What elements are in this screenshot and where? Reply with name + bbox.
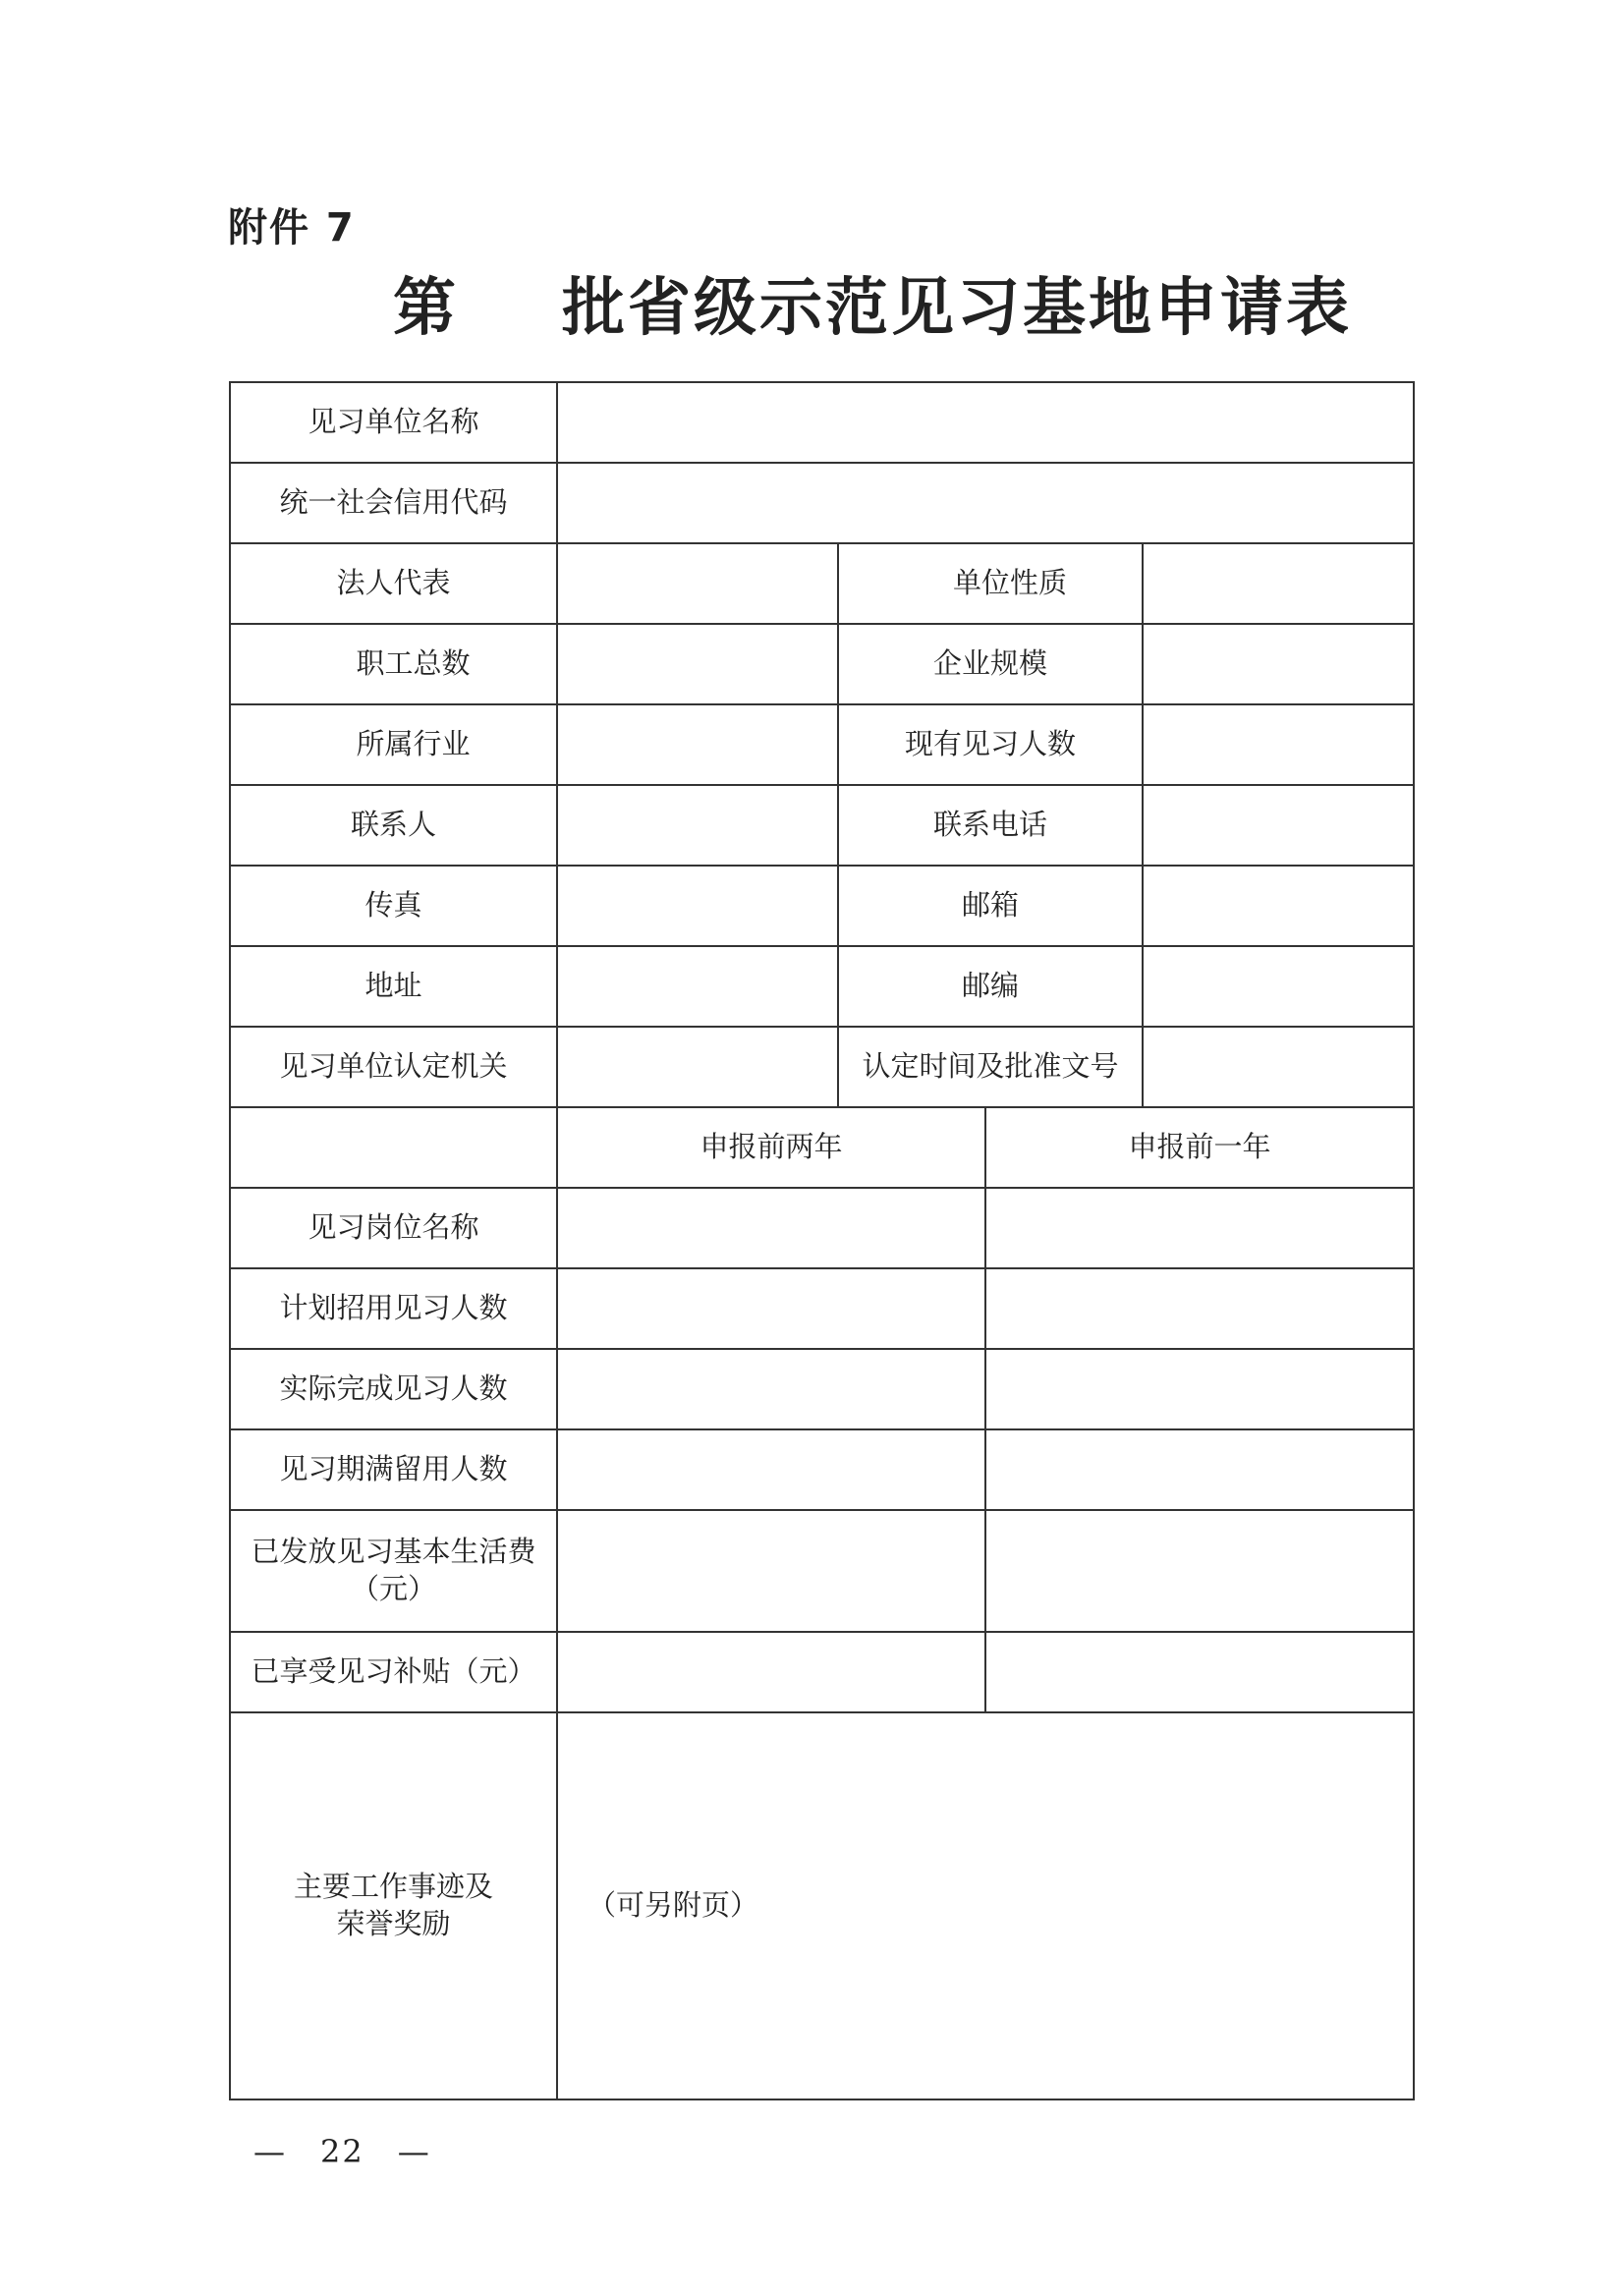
input-phone[interactable] bbox=[1143, 785, 1414, 866]
input-planned-recruits-year-2[interactable] bbox=[557, 1268, 985, 1349]
label-achievements-line2: 荣誉奖励 bbox=[336, 1907, 451, 1940]
table-row bbox=[230, 624, 1414, 704]
input-fax[interactable] bbox=[557, 866, 838, 946]
table-row bbox=[230, 543, 1414, 624]
table-row bbox=[230, 785, 1414, 866]
label-contact: 联系人 bbox=[230, 785, 557, 866]
label-enterprise-scale: 企业规模 bbox=[838, 624, 1143, 704]
label-achievements-line1: 主要工作事迹及 bbox=[293, 1870, 493, 1904]
input-retained-year-2[interactable] bbox=[557, 1429, 985, 1510]
attachment-label: 附件 7 bbox=[228, 205, 356, 251]
label-credit-code: 统一社会信用代码 bbox=[230, 463, 557, 543]
input-legal-rep[interactable] bbox=[557, 543, 838, 624]
input-planned-recruits-year-1[interactable] bbox=[985, 1268, 1414, 1349]
input-industry[interactable] bbox=[557, 704, 838, 785]
label-postcode: 邮编 bbox=[838, 946, 1143, 1027]
label-unit-nature: 单位性质 bbox=[838, 543, 1143, 624]
label-fax: 传真 bbox=[230, 866, 557, 946]
label-recognition-authority: 见习单位认定机关 bbox=[230, 1027, 557, 1107]
title-prefix: 第 bbox=[393, 272, 459, 345]
header-empty-cell bbox=[230, 1107, 557, 1188]
label-current-interns: 现有见习人数 bbox=[838, 704, 1143, 785]
table-row bbox=[230, 1632, 1414, 1712]
table-row bbox=[230, 1510, 1414, 1632]
label-planned-recruits: 计划招用见习人数 bbox=[230, 1268, 557, 1349]
input-achievements[interactable] bbox=[557, 1712, 1414, 2099]
input-subsidy-year-1[interactable] bbox=[985, 1632, 1414, 1712]
input-enterprise-scale[interactable] bbox=[1143, 624, 1414, 704]
application-form-table bbox=[229, 381, 1415, 2100]
label-living-allowance bbox=[230, 1510, 557, 1632]
attach-note: （可另附页） bbox=[588, 1888, 759, 1923]
table-row bbox=[230, 1268, 1414, 1349]
table-row bbox=[230, 382, 1414, 463]
label-actual-completed: 实际完成见习人数 bbox=[230, 1349, 557, 1429]
label-subsidy: 已享受见习补贴（元） bbox=[230, 1632, 557, 1712]
label-email: 邮箱 bbox=[838, 866, 1143, 946]
input-unit-name[interactable] bbox=[557, 382, 1414, 463]
title-main: 批省级示范见习基地申请表 bbox=[562, 272, 1352, 345]
table-row bbox=[230, 1188, 1414, 1268]
label-post-name: 见习岗位名称 bbox=[230, 1188, 557, 1268]
label-industry: 所属行业 bbox=[230, 704, 557, 785]
input-living-allowance-year-2[interactable] bbox=[557, 1510, 985, 1632]
input-actual-completed-year-1[interactable] bbox=[985, 1349, 1414, 1429]
table-row bbox=[230, 704, 1414, 785]
input-post-name-year-1[interactable] bbox=[985, 1188, 1414, 1268]
label-address: 地址 bbox=[230, 946, 557, 1027]
label-achievements bbox=[230, 1712, 557, 2099]
table-row bbox=[230, 1349, 1414, 1429]
input-address[interactable] bbox=[557, 946, 838, 1027]
input-total-staff[interactable] bbox=[557, 624, 838, 704]
label-total-staff: 职工总数 bbox=[230, 624, 557, 704]
label-living-allowance-line2: （元） bbox=[350, 1572, 436, 1605]
input-actual-completed-year-2[interactable] bbox=[557, 1349, 985, 1429]
label-retained: 见习期满留用人数 bbox=[230, 1429, 557, 1510]
input-current-interns[interactable] bbox=[1143, 704, 1414, 785]
label-unit-name: 见习单位名称 bbox=[230, 382, 557, 463]
input-post-name-year-2[interactable] bbox=[557, 1188, 985, 1268]
input-postcode[interactable] bbox=[1143, 946, 1414, 1027]
input-unit-nature[interactable] bbox=[1143, 543, 1414, 624]
input-credit-code[interactable] bbox=[557, 463, 1414, 543]
input-recognition-time[interactable] bbox=[1143, 1027, 1414, 1107]
header-two-years-before: 申报前两年 bbox=[557, 1107, 985, 1188]
table-row bbox=[230, 463, 1414, 543]
label-living-allowance-line1: 已发放见习基本生活费 bbox=[251, 1535, 536, 1569]
input-subsidy-year-2[interactable] bbox=[557, 1632, 985, 1712]
table-row bbox=[230, 1107, 1414, 1188]
input-email[interactable] bbox=[1143, 866, 1414, 946]
input-recognition-authority[interactable] bbox=[557, 1027, 838, 1107]
table-row bbox=[230, 1712, 1414, 2099]
label-phone: 联系电话 bbox=[838, 785, 1143, 866]
table-row bbox=[230, 946, 1414, 1027]
page-number: — 22 — bbox=[253, 2133, 431, 2170]
label-recognition-time: 认定时间及批准文号 bbox=[838, 1027, 1143, 1107]
header-one-year-before: 申报前一年 bbox=[985, 1107, 1414, 1188]
table-row bbox=[230, 866, 1414, 946]
input-retained-year-1[interactable] bbox=[985, 1429, 1414, 1510]
table-row bbox=[230, 1027, 1414, 1107]
label-legal-rep: 法人代表 bbox=[230, 543, 557, 624]
page-title bbox=[393, 257, 1352, 348]
input-living-allowance-year-1[interactable] bbox=[985, 1510, 1414, 1632]
table-row bbox=[230, 1429, 1414, 1510]
input-contact[interactable] bbox=[557, 785, 838, 866]
